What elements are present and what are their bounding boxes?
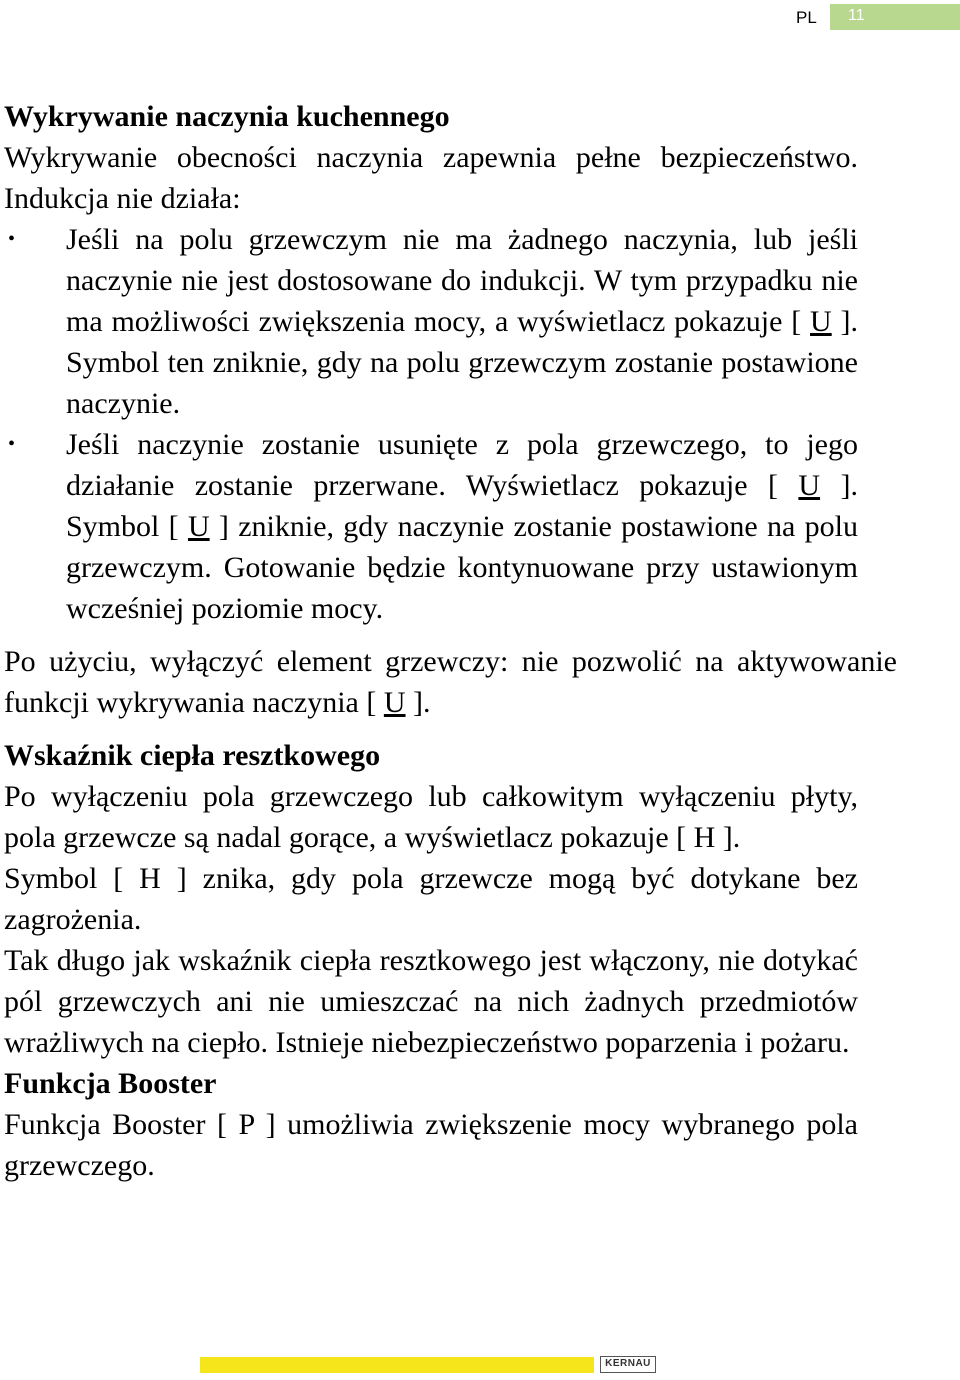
list-item: • Jeśli naczynie zostanie usunięte z pola grzewczego, to jego działanie zostanie przerwane. Wyświetlacz pokazuje [ U ]. Symbol [ U ] zniknie, gdy naczynie zostanie postawione na polu grzewczym. Gotowanie będzie kontynuowane przy ustawionym wcześniej poziomie mocy.: [66, 424, 858, 629]
language-code: PL: [796, 8, 817, 27]
section-title-residual: Wskaźnik ciepła resztkowego: [4, 739, 381, 772]
list-item: • Jeśli na polu grzewczym nie ma żadnego naczynia, lub jeśli naczynie nie jest dostosowane do indukcji. W tym przypadku nie ma możliwości zwiększenia mocy, a wyświetlacz pokazuje [ U ]. Symbol ten zniknie, gdy na polu grzewczym zostanie postawione naczynie.: [66, 219, 858, 424]
residual-paragraph-2: Symbol [ H ] znika, gdy pola grzewcze mogą być dotykane bez zagrożenia.: [4, 862, 858, 936]
booster-paragraph: Funkcja Booster [ P ] umożliwia zwiększenie mocy wybranego pola grzewczego.: [4, 1108, 858, 1182]
residual-paragraph-1: Po wyłączeniu pola grzewczego lub całkowitym wyłączeniu płyty, pola grzewcze są nadal gorące, a wyświetlacz pokazuje [ H ].: [4, 780, 858, 854]
symbol-u: U: [383, 686, 406, 719]
page-number: 11: [848, 7, 865, 24]
footer-bar: [200, 1357, 594, 1373]
detection-list: [4, 219, 858, 629]
symbol-u: U: [810, 305, 832, 338]
section-title-booster: Funkcja Booster: [4, 1067, 217, 1100]
after-use-paragraph: Po użyciu, wyłączyć element grzewczy: nie pozwolić na aktywowanie funkcji wykrywania naczynia [ U ].: [4, 645, 897, 719]
section-title-detection: Wykrywanie naczynia kuchennego: [4, 100, 450, 133]
symbol-u: U: [187, 510, 210, 543]
residual-paragraph-3: Tak długo jak wskaźnik ciepła resztkowego jest włączony, nie dotykać pól grzewczych ani nie umieszczać na nich żadnych przedmiotów wrażliwych na ciepło. Istnieje niebezpieczeństwo poparzenia i pożaru.: [4, 944, 858, 1059]
document-body: [4, 96, 897, 1186]
page-header: [0, 0, 960, 40]
symbol-u: U: [798, 469, 821, 502]
brand-logo: KERNAU: [600, 1356, 656, 1373]
detection-intro: Wykrywanie obecności naczynia zapewnia pełne bezpieczeństwo. Indukcja nie działa:: [4, 141, 858, 215]
